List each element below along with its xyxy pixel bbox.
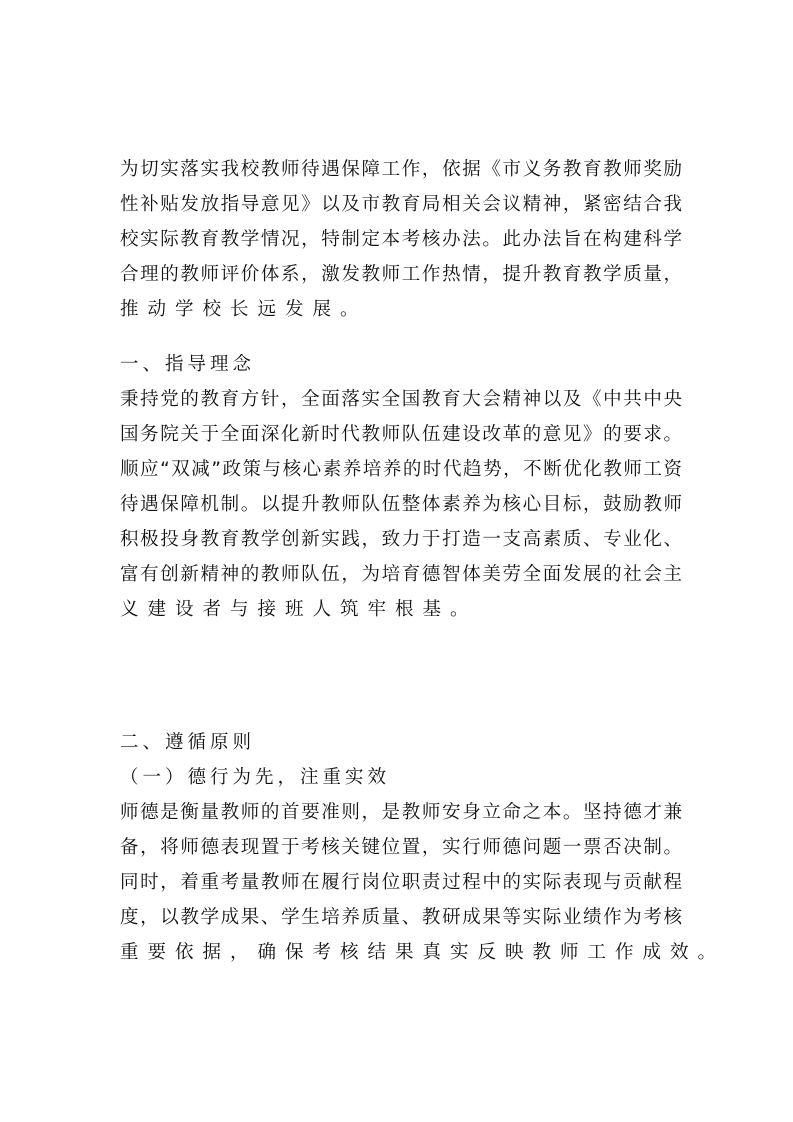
section-heading: 二、遵循原则 bbox=[120, 732, 256, 753]
text-line: 顺应“双减”政策与核心素养培养的时代趋势，不断优化教师工资 bbox=[120, 459, 682, 480]
section-heading: 一、指导理念 bbox=[120, 354, 256, 375]
text-line: 义建设者与接班人筑牢根基。 bbox=[120, 599, 478, 620]
text-line: 度，以教学成果、学生培养质量、教研成果等实际业绩作为考核 bbox=[120, 907, 682, 928]
text-line: 积极投身教育教学创新实践，致力于打造一支高素质、专业化、 bbox=[120, 529, 682, 550]
text-line: 校实际教育教学情况，特制定本考核办法。此办法旨在构建科学 bbox=[120, 229, 682, 250]
text-line: 富有创新精神的教师队伍，为培育德智体美劳全面发展的社会主 bbox=[120, 564, 682, 585]
intro-paragraph bbox=[120, 152, 682, 327]
section-guiding-philosophy bbox=[120, 347, 682, 627]
text-line: 合理的教师评价体系，激发教师工作热情，提升教育教学质量， bbox=[120, 264, 682, 285]
text-line: 性补贴发放指导意见》以及市教育局相关会议精神，紧密结合我 bbox=[120, 194, 682, 215]
text-line: 同时，着重考量教师在履行岗位职责过程中的实际表现与贡献程 bbox=[120, 872, 682, 893]
text-line: 国务院关于全面深化新时代教师队伍建设改革的意见》的要求。 bbox=[120, 424, 682, 445]
text-line: 重要依据，确保考核结果真实反映教师工作成效。 bbox=[120, 942, 726, 963]
text-line: 秉持党的教育方针，全面落实全国教育大会精神以及《中共中央 bbox=[120, 389, 682, 410]
text-line: 师德是衡量教师的首要准则，是教师安身立命之本。坚持德才兼 bbox=[120, 802, 682, 823]
text-line: 待遇保障机制。以提升教师队伍整体素养为核心目标，鼓励教师 bbox=[120, 494, 682, 515]
text-line: 推动学校长远发展。 bbox=[120, 299, 368, 320]
section-principles bbox=[120, 725, 726, 970]
text-line: 备，将师德表现置于考核关键位置，实行师德问题一票否决制。 bbox=[120, 837, 682, 858]
text-line: 为切实落实我校教师待遇保障工作，依据《市义务教育教师奖励 bbox=[120, 159, 682, 180]
subsection-heading: （一）德行为先，注重实效 bbox=[120, 767, 391, 788]
